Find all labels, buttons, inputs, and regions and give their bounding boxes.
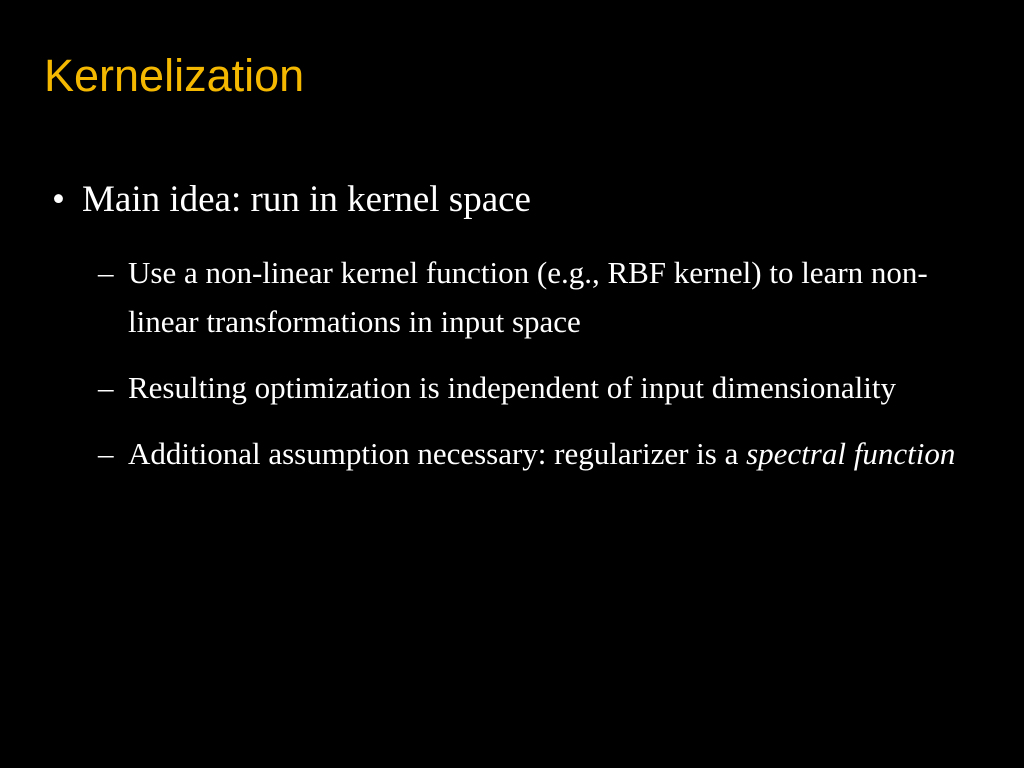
sub-bullet-assumption — [98, 429, 978, 478]
sub-bullet-text-italic: spectral function — [746, 436, 956, 471]
bullet-marker: • — [52, 179, 65, 220]
main-bullet — [52, 172, 992, 228]
dash-marker: – — [98, 436, 114, 471]
sub-bullet-list — [98, 248, 978, 495]
sub-bullet-optimization — [98, 363, 978, 412]
main-bullet-text: Main idea: run in kernel space — [82, 179, 531, 220]
dash-marker: – — [98, 370, 114, 405]
sub-bullet-kernel-function — [98, 248, 978, 346]
dash-marker: – — [98, 255, 114, 290]
slide-title: Kernelization — [44, 50, 305, 101]
sub-bullet-text: Resulting optimization is independent of input dimensionality — [128, 370, 897, 405]
sub-bullet-text: Use a non-linear kernel function (e.g., RBF kernel) to learn non-linear transformations in input space — [128, 255, 928, 339]
sub-bullet-text-plain: Additional assumption necessary: regularizer is a — [128, 436, 747, 471]
sub-bullet-text — [128, 429, 978, 478]
